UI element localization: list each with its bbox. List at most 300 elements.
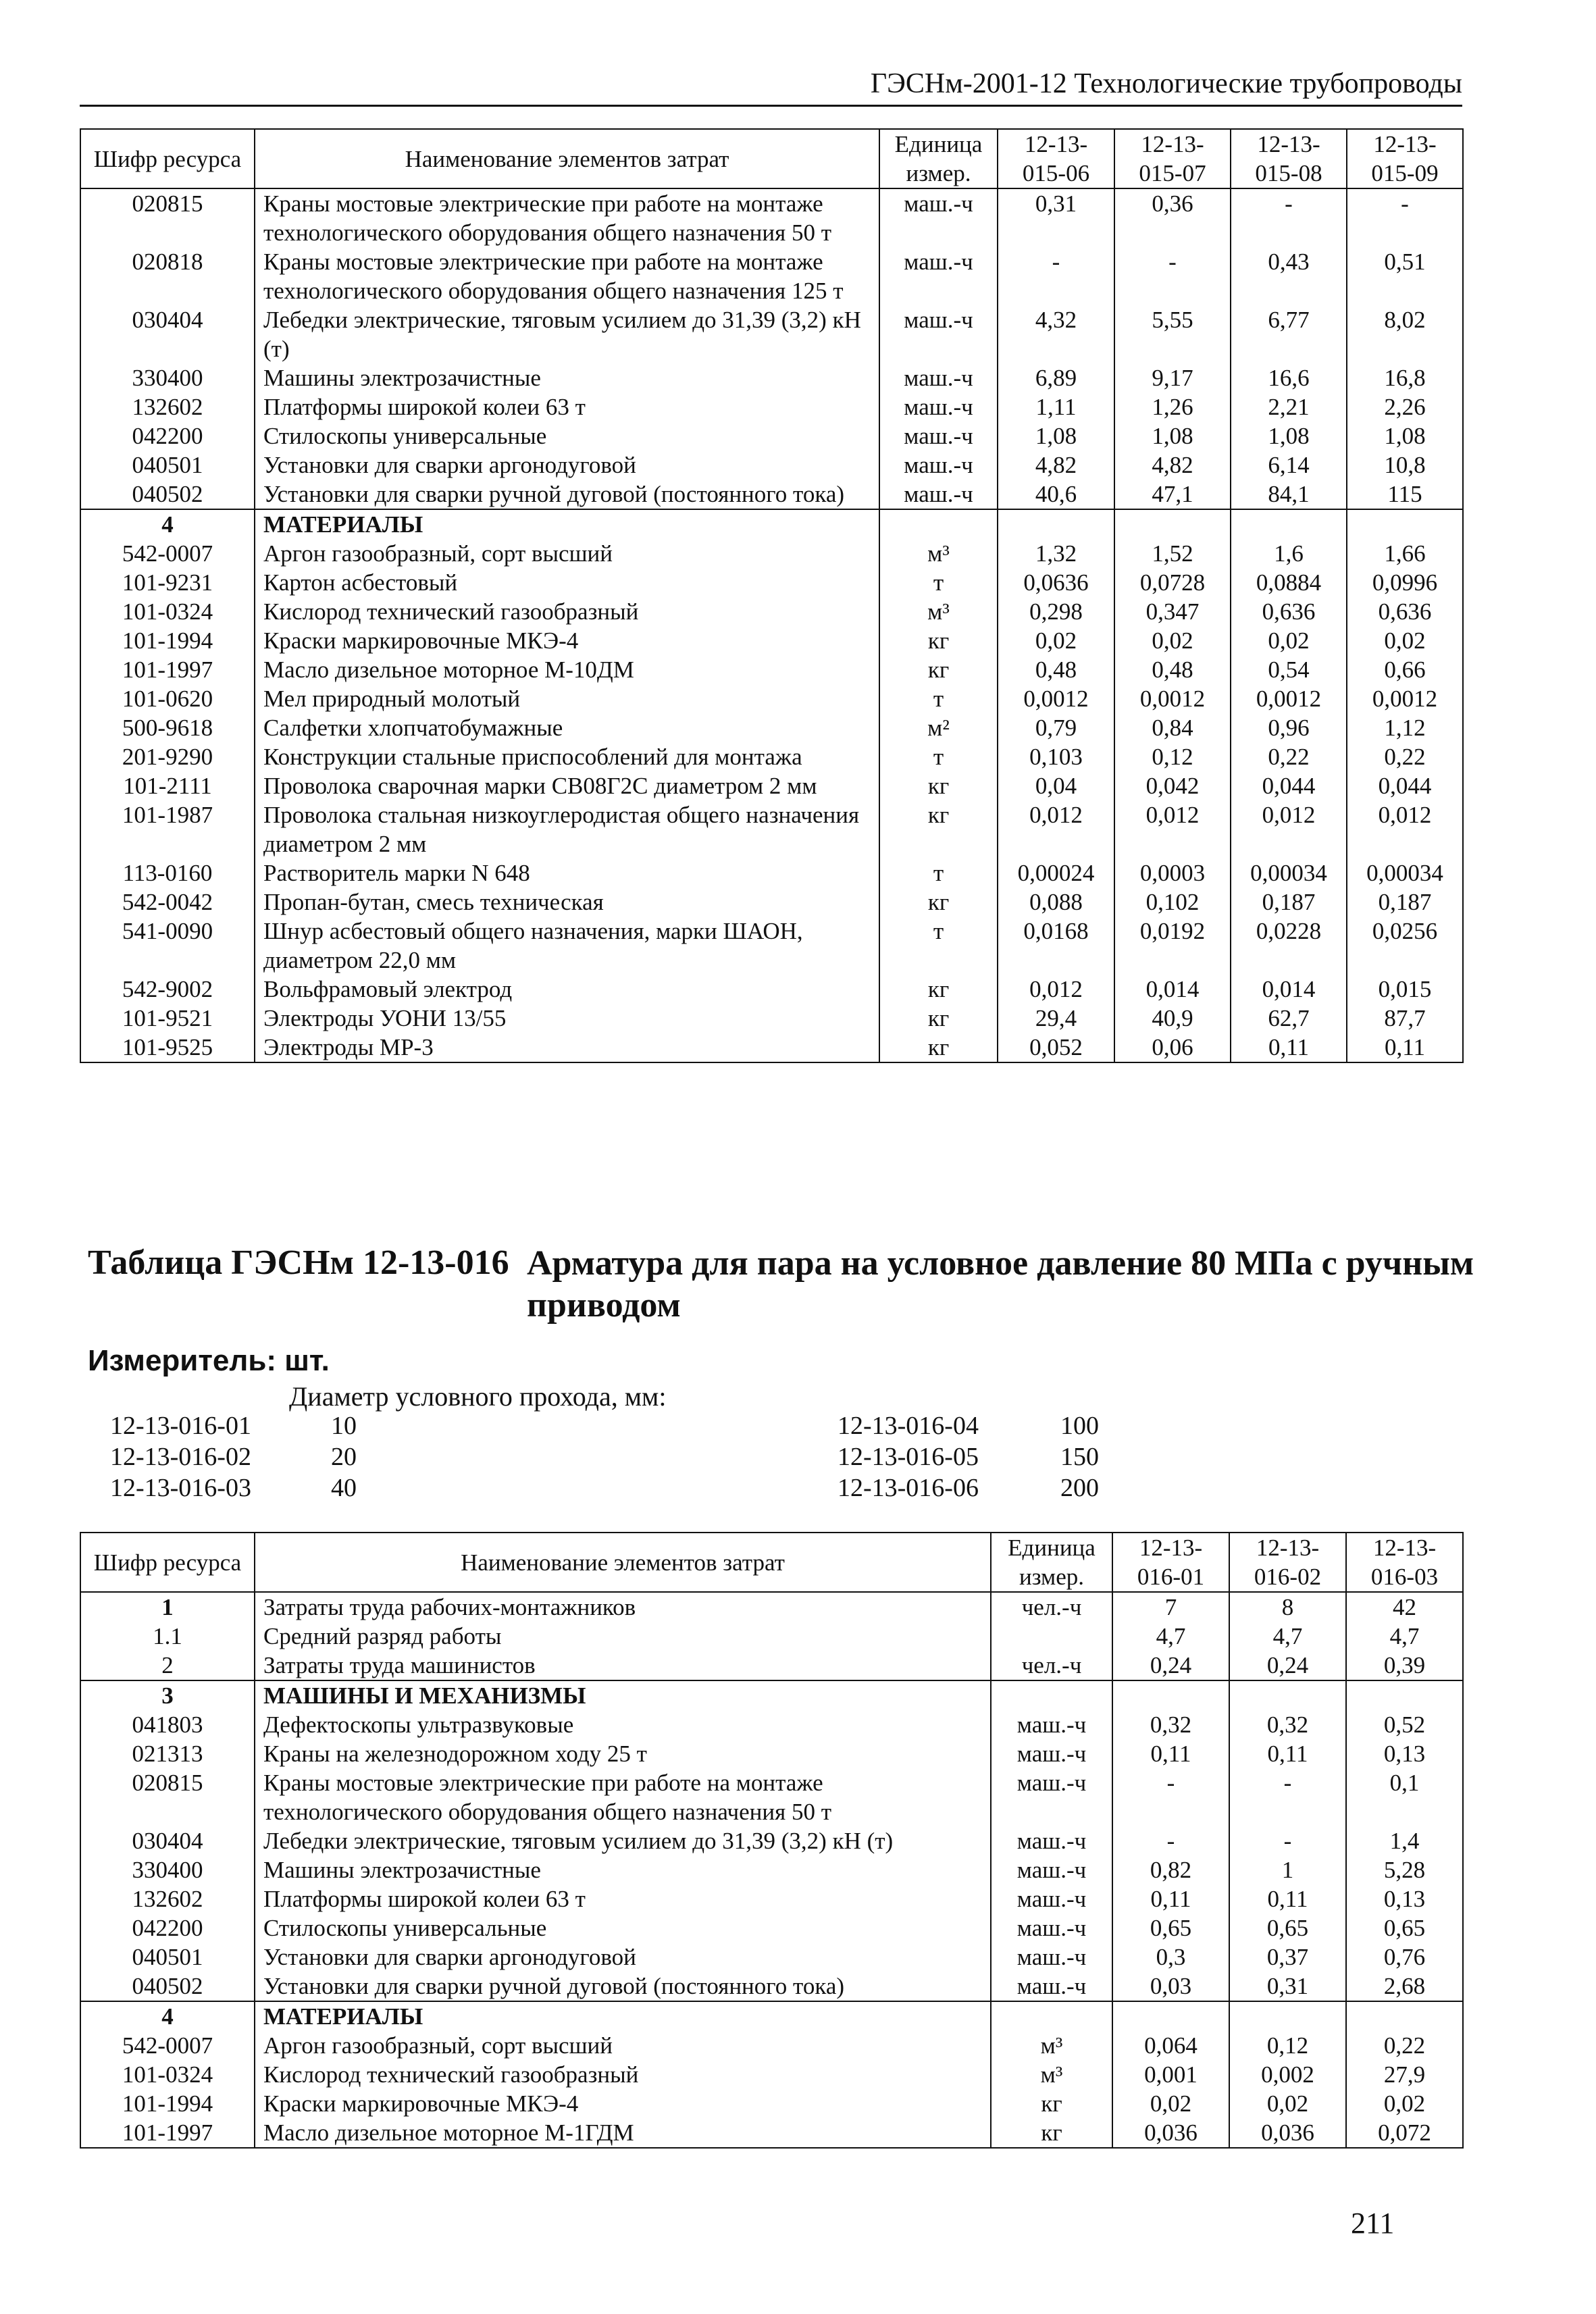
norm-value: 0,11 — [1112, 1884, 1229, 1913]
norm-value: 0,044 — [1231, 771, 1347, 800]
resource-name: МАТЕРИАЛЫ — [255, 2001, 991, 2031]
norm-value: 0,015 — [1347, 975, 1463, 1004]
page-number: 211 — [1351, 2207, 1395, 2240]
col-header-name: Наименование элементов затрат — [255, 129, 879, 188]
resource-table-016 — [80, 1532, 1464, 2149]
norm-value: 5,28 — [1346, 1855, 1463, 1884]
norm-value: 0,052 — [998, 1033, 1114, 1062]
norm-value: 0,11 — [1347, 1033, 1463, 1062]
resource-unit: кг — [879, 655, 998, 684]
resource-unit — [879, 509, 998, 539]
table-row — [80, 480, 1463, 509]
resource-unit: кг — [879, 975, 998, 1004]
resource-code: 040501 — [80, 1943, 255, 1972]
norm-value — [998, 509, 1114, 539]
resource-name: МАШИНЫ И МЕХАНИЗМЫ — [255, 1680, 991, 1710]
norm-value: 0,0636 — [998, 568, 1114, 597]
norm-value: 0,48 — [998, 655, 1114, 684]
diameter-code: 12-13-016-02 — [110, 1443, 251, 1471]
norm-value: 9,17 — [1114, 363, 1231, 392]
norm-value: 40,9 — [1114, 1004, 1231, 1033]
resource-unit: м² — [879, 713, 998, 742]
resource-name: Шнур асбестовый общего назначения, марки ШАОН, диаметром 22,0 мм — [255, 917, 879, 975]
table-row — [80, 742, 1463, 771]
norm-value: 0,0168 — [998, 917, 1114, 975]
norm-value: - — [1229, 1768, 1346, 1826]
table-row — [80, 1004, 1463, 1033]
table-row — [80, 1972, 1463, 2001]
table-row — [80, 1768, 1463, 1826]
norm-value: 16,6 — [1231, 363, 1347, 392]
resource-unit: кг — [991, 2089, 1112, 2118]
table-row — [80, 1710, 1463, 1739]
norm-value: 0,636 — [1347, 597, 1463, 626]
resource-name: Проволока стальная низкоуглеродистая общего назначения диаметром 2 мм — [255, 800, 879, 858]
norm-value: 40,6 — [998, 480, 1114, 509]
resource-name: Растворитель марки N 648 — [255, 858, 879, 888]
resource-name: Стилоскопы универсальные — [255, 1913, 991, 1943]
diameter-code: 12-13-016-01 — [110, 1412, 251, 1440]
norm-value: 87,7 — [1347, 1004, 1463, 1033]
norm-value: 0,044 — [1347, 771, 1463, 800]
table-row — [80, 363, 1463, 392]
norm-value: - — [1114, 247, 1231, 305]
resource-code: 4 — [80, 2001, 255, 2031]
diameter-value: 20 — [331, 1443, 357, 1471]
resource-code: 201-9290 — [80, 742, 255, 771]
norm-value: 0,012 — [998, 800, 1114, 858]
norm-value: 0,3 — [1112, 1943, 1229, 1972]
norm-value: 0,79 — [998, 713, 1114, 742]
resource-code: 030404 — [80, 305, 255, 363]
resource-unit: кг — [879, 771, 998, 800]
table-row — [80, 451, 1463, 480]
resource-unit: маш.-ч — [991, 1710, 1112, 1739]
resource-code: 101-0324 — [80, 597, 255, 626]
norm-value: 1,12 — [1347, 713, 1463, 742]
norm-value: 0,04 — [998, 771, 1114, 800]
norm-value: - — [1231, 188, 1347, 247]
table-row — [80, 421, 1463, 451]
norm-value: 0,22 — [1346, 2031, 1463, 2060]
norm-value: 0,0728 — [1114, 568, 1231, 597]
norm-value: 2,26 — [1347, 392, 1463, 421]
resource-name: Кислород технический газообразный — [255, 2060, 991, 2089]
norm-value: 62,7 — [1231, 1004, 1347, 1033]
norm-value: 0,0192 — [1114, 917, 1231, 975]
resource-unit: чел.-ч — [991, 1592, 1112, 1622]
resource-unit: маш.-ч — [991, 1768, 1112, 1826]
norm-value — [1346, 2001, 1463, 2031]
resource-name: Конструкции стальные приспособлений для монтажа — [255, 742, 879, 771]
resource-code: 542-0042 — [80, 888, 255, 917]
resource-name: Затраты труда рабочих-монтажников — [255, 1592, 991, 1622]
resource-code: 042200 — [80, 421, 255, 451]
norm-value: 0,39 — [1346, 1651, 1463, 1680]
table-header-row — [80, 1533, 1463, 1592]
norm-value: 1,11 — [998, 392, 1114, 421]
resource-name: Проволока сварочная марки СВ08Г2С диаметром 2 мм — [255, 771, 879, 800]
diameter-code: 12-13-016-06 — [838, 1474, 979, 1502]
diameter-code: 12-13-016-03 — [110, 1474, 251, 1502]
resource-name: Установки для сварки ручной дуговой (постоянного тока) — [255, 1972, 991, 2001]
norm-value: 115 — [1347, 480, 1463, 509]
resource-name: Лебедки электрические, тяговым усилием до 31,39 (3,2) кН (т) — [255, 1826, 991, 1855]
table-row — [80, 1913, 1463, 1943]
resource-unit: кг — [879, 1033, 998, 1062]
col-header-code: Шифр ресурса — [80, 129, 255, 188]
col-header-unit: Единица измер. — [991, 1533, 1112, 1592]
resource-code: 101-9521 — [80, 1004, 255, 1033]
resource-code: 542-9002 — [80, 975, 255, 1004]
col-header-norm: 12-13-016-01 — [1112, 1533, 1229, 1592]
resource-name: Краски маркировочные МКЭ-4 — [255, 626, 879, 655]
resource-code: 542-0007 — [80, 2031, 255, 2060]
resource-unit: м³ — [879, 597, 998, 626]
norm-value: 0,54 — [1231, 655, 1347, 684]
table-row — [80, 771, 1463, 800]
resource-unit: кг — [879, 1004, 998, 1033]
resource-unit: кг — [879, 626, 998, 655]
running-title: ГЭСНм-2001-12 Технологические трубопроводы — [870, 68, 1462, 99]
table-row — [80, 1855, 1463, 1884]
resource-code: 020815 — [80, 1768, 255, 1826]
table-row — [80, 305, 1463, 363]
resource-unit: маш.-ч — [879, 188, 998, 247]
norm-value: 0,0003 — [1114, 858, 1231, 888]
norm-value: 0,12 — [1114, 742, 1231, 771]
resource-name: Аргон газообразный, сорт высший — [255, 539, 879, 568]
resource-unit: маш.-ч — [879, 480, 998, 509]
table-header-row — [80, 129, 1463, 188]
resource-code: 101-1997 — [80, 655, 255, 684]
resource-name: Электроды УОНИ 13/55 — [255, 1004, 879, 1033]
resource-code: 330400 — [80, 363, 255, 392]
col-header-norm: 12-13-015-09 — [1347, 129, 1463, 188]
resource-code: 020818 — [80, 247, 255, 305]
resource-code: 020815 — [80, 188, 255, 247]
norm-value: - — [1229, 1826, 1346, 1855]
norm-value: 0,0884 — [1231, 568, 1347, 597]
norm-value — [1229, 1680, 1346, 1710]
resource-name: Машины электрозачистные — [255, 363, 879, 392]
norm-value — [1112, 2001, 1229, 2031]
resource-name: Аргон газообразный, сорт высший — [255, 2031, 991, 2060]
resource-code: 2 — [80, 1651, 255, 1680]
resource-name: Платформы широкой колеи 63 т — [255, 392, 879, 421]
norm-value: 47,1 — [1114, 480, 1231, 509]
table-row — [80, 1651, 1463, 1680]
table-caption-text: Арматура для пара на условное давление 80 МПа с ручным приводом — [527, 1244, 1474, 1325]
resource-name: Масло дизельное моторное М-10ДМ — [255, 655, 879, 684]
diameter-label: Диаметр условного прохода, мм: — [289, 1381, 667, 1412]
norm-value: 1,52 — [1114, 539, 1231, 568]
diameter-value: 100 — [1060, 1412, 1099, 1440]
resource-code: 040501 — [80, 451, 255, 480]
norm-value: 0,072 — [1346, 2118, 1463, 2148]
resource-unit: т — [879, 568, 998, 597]
section-row — [80, 1680, 1463, 1710]
table-row — [80, 1033, 1463, 1062]
table-row — [80, 858, 1463, 888]
norm-value — [1231, 509, 1347, 539]
norm-value — [1346, 1680, 1463, 1710]
resource-unit: маш.-ч — [879, 421, 998, 451]
table-row — [80, 975, 1463, 1004]
norm-value: 0,02 — [998, 626, 1114, 655]
norm-value: 1 — [1229, 1855, 1346, 1884]
resource-code: 500-9618 — [80, 713, 255, 742]
resource-table-015 — [80, 128, 1464, 1063]
norm-value: 0,24 — [1112, 1651, 1229, 1680]
resource-unit: маш.-ч — [991, 1884, 1112, 1913]
table-row — [80, 2118, 1463, 2148]
resource-code: 041803 — [80, 1710, 255, 1739]
col-header-norm: 12-13-016-02 — [1229, 1533, 1346, 1592]
norm-value: 0,012 — [1231, 800, 1347, 858]
norm-value: 0,96 — [1231, 713, 1347, 742]
table-row — [80, 539, 1463, 568]
resource-name: Средний разряд работы — [255, 1622, 991, 1651]
resource-unit: маш.-ч — [991, 1943, 1112, 1972]
resource-code: 132602 — [80, 1884, 255, 1913]
table-row — [80, 1826, 1463, 1855]
resource-unit: т — [879, 917, 998, 975]
norm-value: 0,012 — [1114, 800, 1231, 858]
resource-code: 101-1997 — [80, 2118, 255, 2148]
norm-value: 0,32 — [1112, 1710, 1229, 1739]
table-row — [80, 2060, 1463, 2089]
resource-name: Затраты труда машинистов — [255, 1651, 991, 1680]
norm-value: 0,012 — [1347, 800, 1463, 858]
norm-value: 0,13 — [1346, 1739, 1463, 1768]
resource-unit: м³ — [991, 2060, 1112, 2089]
norm-value: 0,00034 — [1347, 858, 1463, 888]
norm-value — [1112, 1680, 1229, 1710]
resource-unit — [991, 1680, 1112, 1710]
resource-unit: т — [879, 742, 998, 771]
norm-value: 42 — [1346, 1592, 1463, 1622]
resource-unit: маш.-ч — [879, 247, 998, 305]
norm-value: 0,02 — [1347, 626, 1463, 655]
norm-value: 84,1 — [1231, 480, 1347, 509]
resource-name: Машины электрозачистные — [255, 1855, 991, 1884]
resource-name: Лебедки электрические, тяговым усилием до 31,39 (3,2) кН (т) — [255, 305, 879, 363]
norm-value: 8 — [1229, 1592, 1346, 1622]
norm-value: 1,08 — [1347, 421, 1463, 451]
norm-value: 4,7 — [1229, 1622, 1346, 1651]
norm-value: 0,11 — [1229, 1884, 1346, 1913]
resource-name: Краны на железнодорожном ходу 25 т — [255, 1739, 991, 1768]
norm-value: 6,89 — [998, 363, 1114, 392]
table-row — [80, 1622, 1463, 1651]
norm-value — [1347, 509, 1463, 539]
resource-name: Платформы широкой колеи 63 т — [255, 1884, 991, 1913]
norm-value: 0,187 — [1347, 888, 1463, 917]
resource-name: Краны мостовые электрические при работе на монтаже технологического оборудования общего назначения 50 т — [255, 188, 879, 247]
diameter-code: 12-13-016-04 — [838, 1412, 979, 1440]
resource-code: 1.1 — [80, 1622, 255, 1651]
running-header — [80, 68, 1462, 107]
table-row — [80, 917, 1463, 975]
norm-value: 4,32 — [998, 305, 1114, 363]
col-header-name: Наименование элементов затрат — [255, 1533, 991, 1592]
norm-value: 1,26 — [1114, 392, 1231, 421]
norm-value: - — [998, 247, 1114, 305]
col-header-code: Шифр ресурса — [80, 1533, 255, 1592]
resource-code: 101-0324 — [80, 2060, 255, 2089]
resource-name: Масло дизельное моторное М-1ГДМ — [255, 2118, 991, 2148]
norm-value: 1,4 — [1346, 1826, 1463, 1855]
norm-value: 6,77 — [1231, 305, 1347, 363]
norm-value: 8,02 — [1347, 305, 1463, 363]
resource-unit — [991, 2001, 1112, 2031]
resource-unit: м³ — [879, 539, 998, 568]
norm-value: 6,14 — [1231, 451, 1347, 480]
resource-unit: чел.-ч — [991, 1651, 1112, 1680]
norm-value: 16,8 — [1347, 363, 1463, 392]
resource-unit: маш.-ч — [879, 363, 998, 392]
resource-code: 3 — [80, 1680, 255, 1710]
resource-unit: кг — [991, 2118, 1112, 2148]
col-header-norm: 12-13-015-07 — [1114, 129, 1231, 188]
norm-value: 0,82 — [1112, 1855, 1229, 1884]
norm-value: 0,014 — [1114, 975, 1231, 1004]
norm-value: 27,9 — [1346, 2060, 1463, 2089]
norm-value: 1,08 — [998, 421, 1114, 451]
resource-name: Установки для сварки аргонодуговой — [255, 451, 879, 480]
norm-value: 0,064 — [1112, 2031, 1229, 2060]
table-caption-label: Таблица ГЭСНм 12-13-016 — [88, 1243, 509, 1282]
norm-value: 0,22 — [1231, 742, 1347, 771]
diameter-values-right — [1060, 1410, 1099, 1503]
resource-code: 541-0090 — [80, 917, 255, 975]
table-row — [80, 626, 1463, 655]
norm-value: 0,13 — [1346, 1884, 1463, 1913]
resource-name: Вольфрамовый электрод — [255, 975, 879, 1004]
resource-name: Дефектоскопы ультразвуковые — [255, 1710, 991, 1739]
diameter-value: 40 — [331, 1474, 357, 1502]
resource-code: 101-9525 — [80, 1033, 255, 1062]
resource-unit: кг — [879, 888, 998, 917]
resource-unit: маш.-ч — [879, 305, 998, 363]
norm-value: 5,55 — [1114, 305, 1231, 363]
table-row — [80, 655, 1463, 684]
norm-value: 0,0012 — [998, 684, 1114, 713]
norm-value: 0,02 — [1231, 626, 1347, 655]
norm-value: 0,51 — [1347, 247, 1463, 305]
resource-name: Стилоскопы универсальные — [255, 421, 879, 451]
norm-value: 10,8 — [1347, 451, 1463, 480]
norm-value: 0,48 — [1114, 655, 1231, 684]
norm-value: 0,11 — [1112, 1739, 1229, 1768]
norm-value: 4,7 — [1112, 1622, 1229, 1651]
resource-name: Салфетки хлопчатобумажные — [255, 713, 879, 742]
norm-value: 4,7 — [1346, 1622, 1463, 1651]
norm-value: 0,02 — [1346, 2089, 1463, 2118]
norm-value: 0,31 — [1229, 1972, 1346, 2001]
norm-value: 0,0012 — [1347, 684, 1463, 713]
norm-value: 0,103 — [998, 742, 1114, 771]
norm-value: 0,636 — [1231, 597, 1347, 626]
resource-code: 101-0620 — [80, 684, 255, 713]
diameter-values-left — [331, 1410, 357, 1503]
resource-code: 101-1994 — [80, 2089, 255, 2118]
norm-value: 0,187 — [1231, 888, 1347, 917]
resource-code: 101-2111 — [80, 771, 255, 800]
resource-unit: маш.-ч — [991, 1855, 1112, 1884]
norm-value: 2,68 — [1346, 1972, 1463, 2001]
norm-value: 0,66 — [1347, 655, 1463, 684]
table-row — [80, 2089, 1463, 2118]
col-header-norm: 12-13-015-08 — [1231, 129, 1347, 188]
resource-unit — [991, 1622, 1112, 1651]
resource-name: Краски маркировочные МКЭ-4 — [255, 2089, 991, 2118]
resource-code: 132602 — [80, 392, 255, 421]
resource-code: 4 — [80, 509, 255, 539]
resource-name: Установки для сварки аргонодуговой — [255, 1943, 991, 1972]
resource-code: 021313 — [80, 1739, 255, 1768]
norm-value: 0,02 — [1114, 626, 1231, 655]
norm-value: 0,32 — [1229, 1710, 1346, 1739]
resource-unit: м³ — [991, 2031, 1112, 2060]
resource-name: МАТЕРИАЛЫ — [255, 509, 879, 539]
norm-value: 1,08 — [1114, 421, 1231, 451]
norm-value: 0,02 — [1112, 2089, 1229, 2118]
norm-value: 0,36 — [1114, 188, 1231, 247]
norm-value: 1,32 — [998, 539, 1114, 568]
resource-code: 330400 — [80, 1855, 255, 1884]
norm-value: 0,036 — [1229, 2118, 1346, 2148]
norm-value: 0,06 — [1114, 1033, 1231, 1062]
norm-value: - — [1112, 1768, 1229, 1826]
norm-value — [1114, 509, 1231, 539]
resource-code: 101-9231 — [80, 568, 255, 597]
norm-value: 0,012 — [998, 975, 1114, 1004]
col-header-norm: 12-13-015-06 — [998, 129, 1114, 188]
table-row — [80, 597, 1463, 626]
norm-value: 0,1 — [1346, 1768, 1463, 1826]
table-row — [80, 1943, 1463, 1972]
diameter-value: 10 — [331, 1412, 357, 1440]
norm-value: 0,76 — [1346, 1943, 1463, 1972]
table-row — [80, 713, 1463, 742]
norm-value: 0,52 — [1346, 1710, 1463, 1739]
norm-value: 29,4 — [998, 1004, 1114, 1033]
resource-unit: маш.-ч — [991, 1739, 1112, 1768]
resource-unit: маш.-ч — [879, 451, 998, 480]
norm-value: 0,0256 — [1347, 917, 1463, 975]
resource-unit: маш.-ч — [991, 1913, 1112, 1943]
norm-value: 0,0996 — [1347, 568, 1463, 597]
resource-code: 042200 — [80, 1913, 255, 1943]
norm-value: 0,65 — [1112, 1913, 1229, 1943]
table-row — [80, 247, 1463, 305]
resource-unit: т — [879, 684, 998, 713]
table-row — [80, 800, 1463, 858]
measure-unit: Измеритель: шт. — [88, 1344, 330, 1377]
norm-value: 0,11 — [1231, 1033, 1347, 1062]
norm-value: 0,0228 — [1231, 917, 1347, 975]
norm-value: 1,08 — [1231, 421, 1347, 451]
resource-code: 1 — [80, 1592, 255, 1622]
resource-name: Мел природный молотый — [255, 684, 879, 713]
norm-value: 4,82 — [1114, 451, 1231, 480]
diameter-list-left — [110, 1410, 251, 1503]
resource-name: Картон асбестовый — [255, 568, 879, 597]
norm-value: 0,00024 — [998, 858, 1114, 888]
norm-value: 0,31 — [998, 188, 1114, 247]
